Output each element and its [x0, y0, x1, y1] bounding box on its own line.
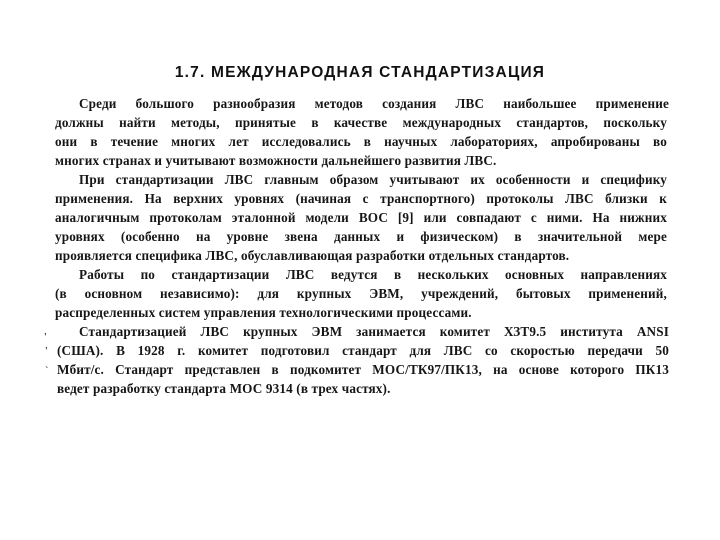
paragraph-line: Работы по стандартизации ЛВС ведутся в нескольких основных направлениях [79, 267, 667, 282]
paragraph-line: должны найти методы, принятые в качестве международных стандартов, поскольку [55, 115, 667, 130]
margin-mark: ' [44, 332, 47, 343]
margin-mark: ' [45, 346, 48, 357]
paragraph-line: (США). В 1928 г. комитет подготовил стандарт для ЛВС со скоростью передачи 50 [57, 343, 669, 358]
paragraph-line: применения. На верхних уровнях (начиная с транспортного) протоколы ЛВС близки к [55, 191, 667, 206]
paragraph-line: Среди большого разнообразия методов создания ЛВС наибольшее применение [79, 96, 669, 111]
paragraph-line: Мбит/с. Стандарт представлен в подкомитет МОС/ТК97/ПК13, на основе которого ПК13 [57, 362, 669, 377]
paragraph-line: Стандартизацией ЛВС крупных ЭВМ занимается комитет ХЗТ9.5 института ANSI [79, 324, 669, 339]
paragraph-line: При стандартизации ЛВС главным образом учитывают их особенности и специфику [79, 172, 667, 187]
paragraph-line: распределенных систем управления технологическими процессами. [55, 305, 472, 320]
paragraph-line: многих странах и учитывают возможности дальнейшего развития ЛВС. [55, 153, 497, 168]
paragraph-line: проявляется специфика ЛВС, обуславливающая разработки отдельных стандартов. [55, 248, 570, 263]
paragraph-line: аналогичным протоколам эталонной модели ВОС [9] или совпадают с ними. На нижних [55, 210, 667, 225]
paragraph-line: ведет разработку стандарта МОС 9314 (в трех частях). [57, 381, 391, 396]
paragraph-line: уровнях (особенно на уровне звена данных и физическом) в значительной мере [55, 229, 667, 244]
margin-mark: ` [45, 366, 49, 377]
paragraph-line: они в течение многих лет исследовались в научных лабораториях, апробированы во [55, 134, 667, 149]
paragraph-line: (в основном независимо): для крупных ЭВМ, учреждений, бытовых применений, [55, 286, 667, 301]
section-title: 1.7. МЕЖДУНАРОДНАЯ СТАНДАРТИЗАЦИЯ [174, 64, 546, 81]
